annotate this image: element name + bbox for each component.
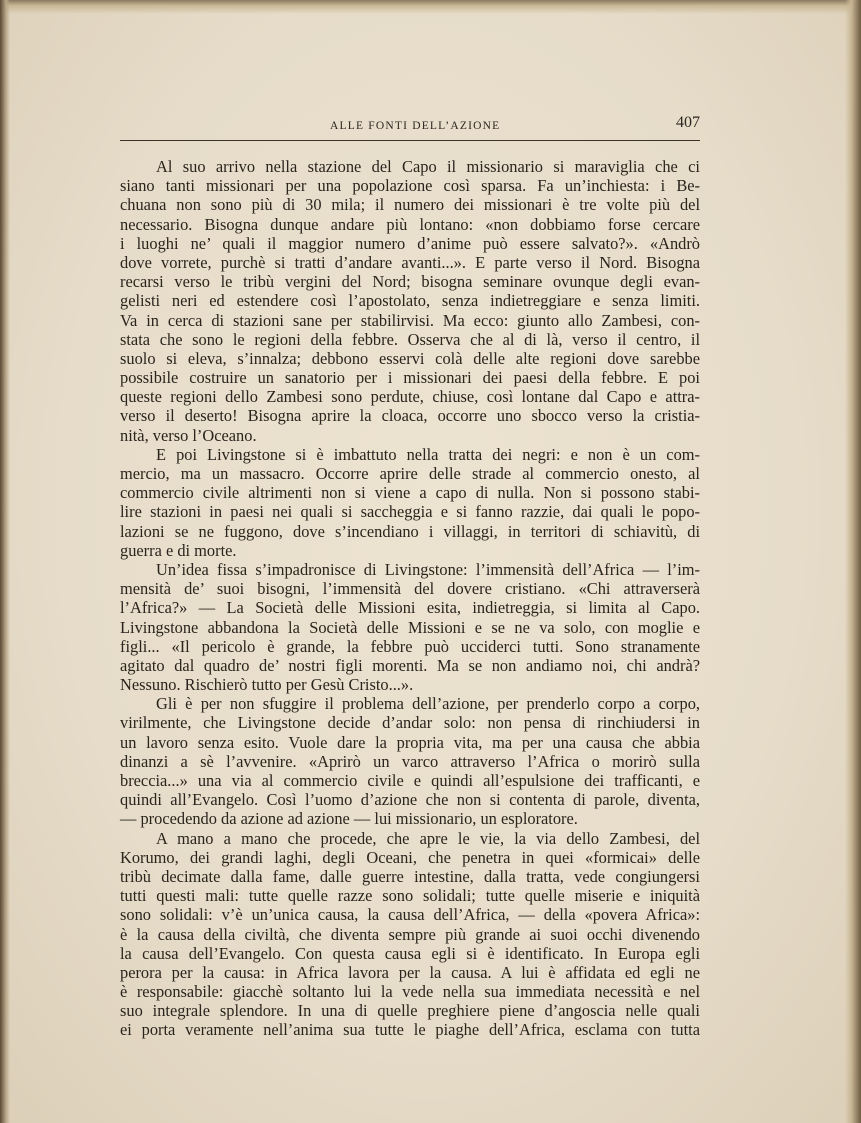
text-line: verso il deserto! Bisogna aprire la cloaca, occorre uno sbocco verso la cristia- <box>120 406 700 426</box>
text-line: dove vorrete, purchè si tratti d’andare avanti...». E parte verso il Nord. Bisogna <box>120 252 700 272</box>
text-line: Korumo, dei grandi laghi, degli Oceani, che penetra in quei «formicai» delle <box>120 847 700 867</box>
text-line: Nessuno. Rischierò tutto per Gesù Cristo...». <box>120 675 414 695</box>
text-line: perora per la causa: in Africa lavora per la causa. A lui è affidata ed egli ne <box>120 962 700 982</box>
text-line: la causa dell’Evangelo. Con questa causa egli si è identificato. In Europa egli <box>120 943 700 963</box>
text-line: quindi all’Evangelo. Così l’uomo d’azione che non si contenta di parole, diventa, <box>120 790 700 810</box>
text-line: mensità de’ suoi bisogni, l’immensità del dovere cristiano. «Chi attraverserà <box>120 579 700 599</box>
text-line: Livingstone abbandona la Società delle Missioni e se ne va solo, con moglie e <box>120 617 700 637</box>
text-line: guerra e di morte. <box>120 540 237 560</box>
text-line: nità, verso l’Oceano. <box>120 425 257 445</box>
page-number: 407 <box>676 114 700 131</box>
text-line: è la causa della civiltà, che diventa sempre più grande ai suoi occhi divenendo <box>120 924 700 944</box>
text-line: ei porta veramente nell’anima sua tutte le piaghe dell’Africa, esclama con tutta <box>120 1020 700 1040</box>
text-line: suo integrale splendore. In una di quelle preghiere piene d’angoscia nelle quali <box>120 1001 700 1021</box>
text-line: necessario. Bisogna dunque andare più lontano: «non dobbiamo forse cercare <box>120 214 700 234</box>
text-line: lazioni se ne fuggono, dove s’incendiano i villaggi, in territori di schiavitù, di <box>120 521 700 541</box>
text-line: chuana non sono più di 30 mila; il numero dei missionari è tre volte più del <box>120 195 700 215</box>
text-line: — procedendo da azione ad azione — lui missionario, un esploratore. <box>120 809 578 829</box>
text-line: Al suo arrivo nella stazione del Capo il missionario si maraviglia che ci <box>156 157 700 176</box>
body-text <box>120 157 700 1040</box>
text-line: agitato dal quadro de’ nostri figli morenti. Ma se non andiamo noi, chi andrà? <box>120 655 700 675</box>
text-line: l’Africa?» — La Società delle Missioni esita, indietreggia, si limita al Capo. <box>120 598 700 618</box>
text-line: lire stazioni in paesi nei quali si saccheggia e si fanno razzie, dai quali le popo- <box>120 502 700 522</box>
text-line: dinanzi a sè l’avvenire. «Aprirò un varco attraverso l’Africa o morirò sulla <box>120 751 700 771</box>
text-line: A mano a mano che procede, che apre le vie, la via dello Zambesi, del <box>156 828 700 848</box>
page-left-edge <box>0 0 10 1123</box>
text-line: recarsi verso le tribù vergini del Nord; bisogna seminare ovunque degli evan- <box>120 272 700 292</box>
text-line: Gli è per non sfuggire il problema dell’azione, per prenderlo corpo a corpo, <box>156 694 700 714</box>
running-header <box>120 114 700 138</box>
text-line: suolo si eleva, s’innalza; debbono esservi colà delle alte regioni dove sarebbe <box>120 348 700 368</box>
text-line: Un’idea fissa s’impadronisce di Livingstone: l’immensità dell’Africa — l’im- <box>156 559 700 579</box>
text-line: un lavoro senza esito. Vuole dare la propria vita, ma per una causa che abbia <box>120 732 700 752</box>
text-line: i luoghi ne’ quali il maggior numero d’anime può essere salvato?». «Andrò <box>120 233 700 253</box>
text-line: figli... «Il pericolo è grande, la febbre può ucciderci tutti. Sono stranamente <box>120 636 700 656</box>
text-line: mercio, ma un massacro. Occorre aprire delle strade al commercio onesto, al <box>120 464 700 483</box>
running-title: ALLE FONTI DELL’AZIONE <box>330 120 501 132</box>
text-line: virilmente, che Livingstone decide d’andar solo: non pensa di rinchiudersi in <box>120 713 700 733</box>
text-line: E poi Livingstone si è imbattuto nella tratta dei negri: e non è un com- <box>156 444 700 464</box>
text-line: Va in cerca di stazioni sane per stabilirvisi. Ma ecco: giunto allo Zambesi, con- <box>120 310 700 330</box>
text-line: gelisti neri ed estendere così l’apostolato, senza indietreggiare e senza limiti. <box>120 291 700 311</box>
text-line: sono solidali: v’è un’unica causa, la causa dell’Africa, — della «povera Africa»: <box>120 905 700 925</box>
header-rule <box>120 140 700 141</box>
text-line: breccia...» una via al commercio civile e quindi all’espulsione dei trafficanti, e <box>120 771 700 790</box>
text-line: siano tanti missionari per una popolazione così sparsa. Fa un’inchiesta: i Be- <box>120 176 700 196</box>
text-line: possibile costruire un sanatorio per i missionari dei paesi della febbre. E poi <box>120 368 700 388</box>
text-line: è responsabile: giacchè soltanto lui la vede nella sua immediata necessità e nel <box>120 982 700 1002</box>
text-line: tribù decimate dalla fame, dalle guerre intestine, dalla tratta, vede congiungersi <box>120 866 700 886</box>
page-top-edge <box>0 0 861 14</box>
text-line: queste regioni dello Zambesi sono perdute, chiuse, così lontane dal Capo e attra- <box>120 387 700 407</box>
text-line: commercio civile altrimenti non si viene a capo di nulla. Non si possono stabi- <box>120 483 700 503</box>
text-line: tutti questi mali: tutte quelle razze sono solidali; tutte quelle miserie e iniquità <box>120 886 700 906</box>
page-right-edge <box>845 0 861 1123</box>
text-line: stata che sono le regioni della febbre. Osserva che al di là, verso il centro, il <box>120 329 700 349</box>
